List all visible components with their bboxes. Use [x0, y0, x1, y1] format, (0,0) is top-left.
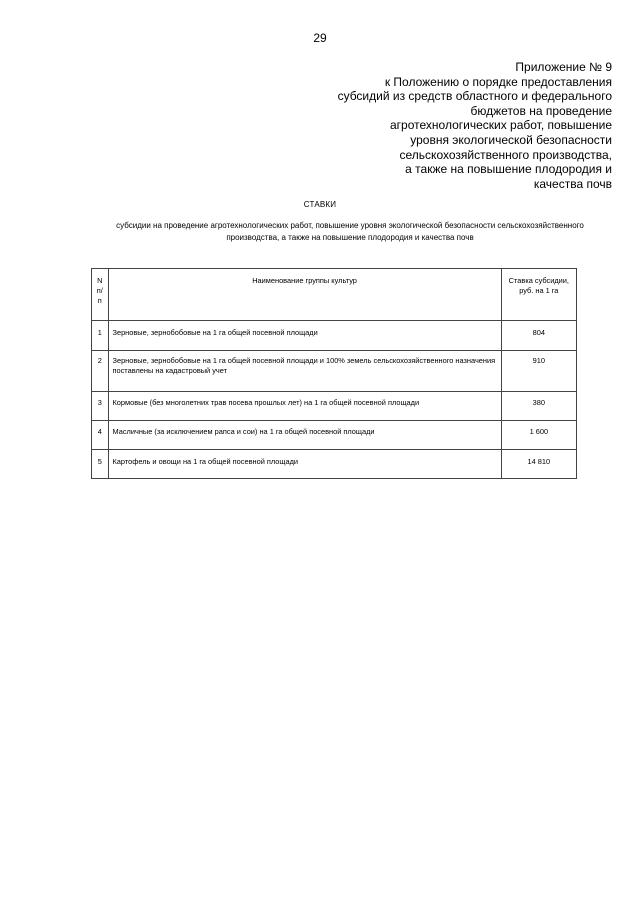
appendix-line: агротехнологических работ, повышение — [390, 118, 612, 133]
row-num: 3 — [92, 392, 109, 421]
document-title: СТАВКИ — [303, 200, 337, 209]
table-row — [92, 351, 577, 392]
header-rate: Ставка субсидии, руб. на 1 га — [501, 269, 576, 321]
row-name: Зерновые, зернобобовые на 1 га общей посевной площади и 100% земель сельскохозяйственного назначения поставлены на кадастровый учет — [108, 351, 501, 392]
subtitle-line: субсидии на проведение агротехнологических работ, повышение уровня экологической безопасности сельскохозяйственного — [116, 221, 584, 230]
row-name: Масличные (за исключением рапса и сои) на 1 га общей посевной площади — [108, 421, 501, 450]
table-row — [92, 321, 577, 351]
subtitle-line: производства, а также на повышение плодородия и качества почв — [226, 233, 474, 242]
header-num: N п/п — [92, 269, 109, 321]
document-subtitle — [90, 220, 610, 244]
appendix-line: уровня экологической безопасности — [410, 132, 612, 147]
row-num: 1 — [92, 321, 109, 351]
table-header-row — [92, 269, 577, 321]
appendix-line: к Положению о порядке предоставления — [384, 74, 612, 89]
row-rate: 380 — [501, 392, 576, 421]
appendix-line: а также на повышение плодородия и — [405, 162, 612, 177]
header-name: Наименование группы культур — [108, 269, 501, 321]
appendix-line: субсидий из средств областного и федерального — [337, 89, 612, 104]
page-number: 29 — [313, 31, 327, 45]
row-rate: 910 — [501, 351, 576, 392]
row-rate: 14 810 — [501, 450, 576, 479]
appendix-line: качества почв — [533, 176, 612, 191]
table-row — [92, 450, 577, 479]
row-rate: 1 600 — [501, 421, 576, 450]
row-name: Картофель и овощи на 1 га общей посевной площади — [108, 450, 501, 479]
row-rate: 804 — [501, 321, 576, 351]
row-name: Зерновые, зернобобовые на 1 га общей посевной площади — [108, 321, 501, 351]
appendix-header — [312, 60, 612, 191]
row-num: 4 — [92, 421, 109, 450]
appendix-line: Приложение № 9 — [515, 60, 612, 74]
rates-table — [91, 268, 577, 479]
row-num: 2 — [92, 351, 109, 392]
row-num: 5 — [92, 450, 109, 479]
row-name: Кормовые (без многолетних трав посева прошлых лет) на 1 га общей посевной площади — [108, 392, 501, 421]
table-row — [92, 392, 577, 421]
appendix-line: сельскохозяйственного производства, — [399, 147, 612, 162]
table-row — [92, 421, 577, 450]
appendix-line: бюджетов на проведение — [470, 103, 612, 118]
